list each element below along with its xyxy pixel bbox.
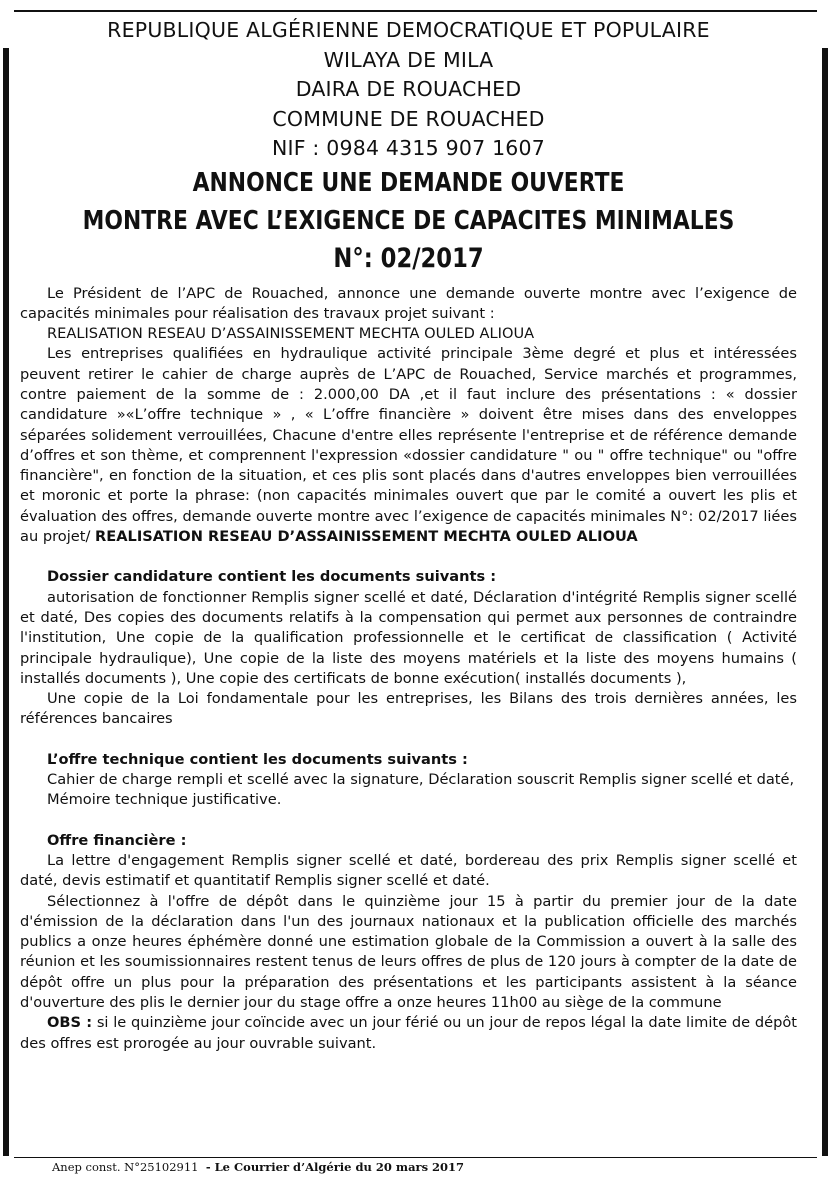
intro-paragraph: Le Président de l’APC de Rouached, annonce une demande ouverte montre avec l’exigence de capacités minimales pour réalisation des travaux projet suivant : [20, 284, 797, 322]
financiere-heading: Offre financière : [47, 831, 187, 849]
obs-paragraph [20, 1013, 797, 1054]
footer-source: - Le Courrier d’Algérie du 20 mars 2017 [205, 1160, 465, 1174]
title-number: N°: 02/2017 [333, 242, 484, 274]
footer-credit [52, 1160, 464, 1174]
conditions-text: Les entreprises qualifiées en hydraulique activité principale 3ème degré et plus et intéressées peuvent retirer le cahier de charge auprès de L’APC de Rouached, Service marchés et programmes, contre paiement de la somme de : 2.000,00 DA ,et il faut inclure des présentations : « dossier candidature »«L’offre technique » , « L’offre financière » doivent être mises dans des enveloppes séparées solidement verrouillées, Chacune d'entre elles représente l'entreprise et de référence demande d’offres et son thème, et comprennent l'expression «dossier candidature " ou " offre technique" ou "offre financière", en fonction de la situation, et ces plis sont placés dans d'autres enveloppes bien verrouillées et moronic et porte la phrase: (non capacités minimales ouvert que par le comité a ouvert les plis et évaluation des offres, demande ouverte montre avec l’exigence de capacités minimales N°: 02/2017 liées au projet/ [20, 345, 797, 546]
public-notice [20, 16, 797, 1054]
header-republic: REPUBLIQUE ALGÉRIENNE DEMOCRATIQUE ET POPULAIRE [107, 18, 710, 42]
obs-label: OBS : [47, 1014, 93, 1032]
header-commune: COMMUNE DE ROUACHED [272, 106, 545, 131]
bottom-rule [14, 1157, 817, 1158]
selection-paragraph: Sélectionnez à l'offre de dépôt dans le quinzième jour 15 à partir du premier jour de la date d'émission de la déclaration dans l'un des journaux nationaux et la publication officielle des marchés publics a onze heures éphémère donné une estimation globale de la Commission a ouvert à la salle des réunion et les soumissionnaires restent tenus de leurs offres de plus de 120 jours à compter de la date de dépôt offre un plus pour la préparation des présentations et les participants assistent à la séance d'ouverture des plis le dernier jour du stage offre a onze heures 11h00 au siège de la commune [20, 892, 797, 1011]
header-daira: DAIRA DE ROUACHED [295, 77, 522, 101]
financiere-text: La lettre d'engagement Remplis signer scellé et daté, bordereau des prix Remplis signer scellé et daté, devis estimatif et quantitatif Remplis signer scellé et daté. [20, 851, 797, 890]
top-rule [14, 10, 817, 12]
technique-heading: L’offre technique contient les documents suivants : [47, 750, 468, 768]
technique-text-1: Cahier de charge rempli et scellé avec la signature, Déclaration souscrit Remplis signer scellé et daté, [47, 771, 795, 789]
right-border-bar [822, 48, 828, 1156]
technique-text-2: Mémoire technique justificative. [47, 791, 282, 809]
conditions-paragraph [20, 344, 797, 547]
conditions-project-name: REALISATION RESEAU D’ASSAINISSEMENT MECHTA OULED ALIOUA [95, 528, 638, 546]
dossier-text-2: Une copie de la Loi fondamentale pour les entreprises, les Bilans des trois dernières années, les références bancaires [20, 690, 797, 728]
project-name: REALISATION RESEAU D’ASSAINISSEMENT MECHTA OULED ALIOUA [47, 325, 535, 343]
footer-ref: Anep const. N°25102911 [52, 1160, 199, 1174]
left-border-bar [3, 48, 9, 1156]
header-nif: NIF : 0984 4315 907 1607 [271, 136, 546, 160]
title-line-1: ANNONCE UNE DEMANDE OUVERTE [192, 167, 625, 198]
notice-body [20, 284, 797, 1054]
dossier-heading: Dossier candidature contient les documents suivants : [47, 568, 497, 586]
obs-text: si le quinzième jour coïncide avec un jour férié ou un jour de repos légal la date limite de dépôt des offres est prorogée au jour ouvrable suivant. [20, 1014, 797, 1052]
header-wilaya: WILAYA DE MILA [323, 47, 494, 72]
title-line-2: MONTRE AVEC L’EXIGENCE DE CAPACITES MINIMALES [82, 205, 735, 236]
dossier-text-1: autorisation de fonctionner Remplis signer scellé et daté, Déclaration d'intégrité Remplis signer scellé et daté, Des copies des documents relatifs à la compensation qui permet aux personnes de contraindre l'institution, Une copie de la qualification professionnelle et le certificat de classification ( Activité principale hydraulique), Une copie de la liste des moyens matériels et la liste des moyens humains ( installés documents ), Une copie des certificats de bonne exécution( installés documents ), [20, 588, 797, 687]
